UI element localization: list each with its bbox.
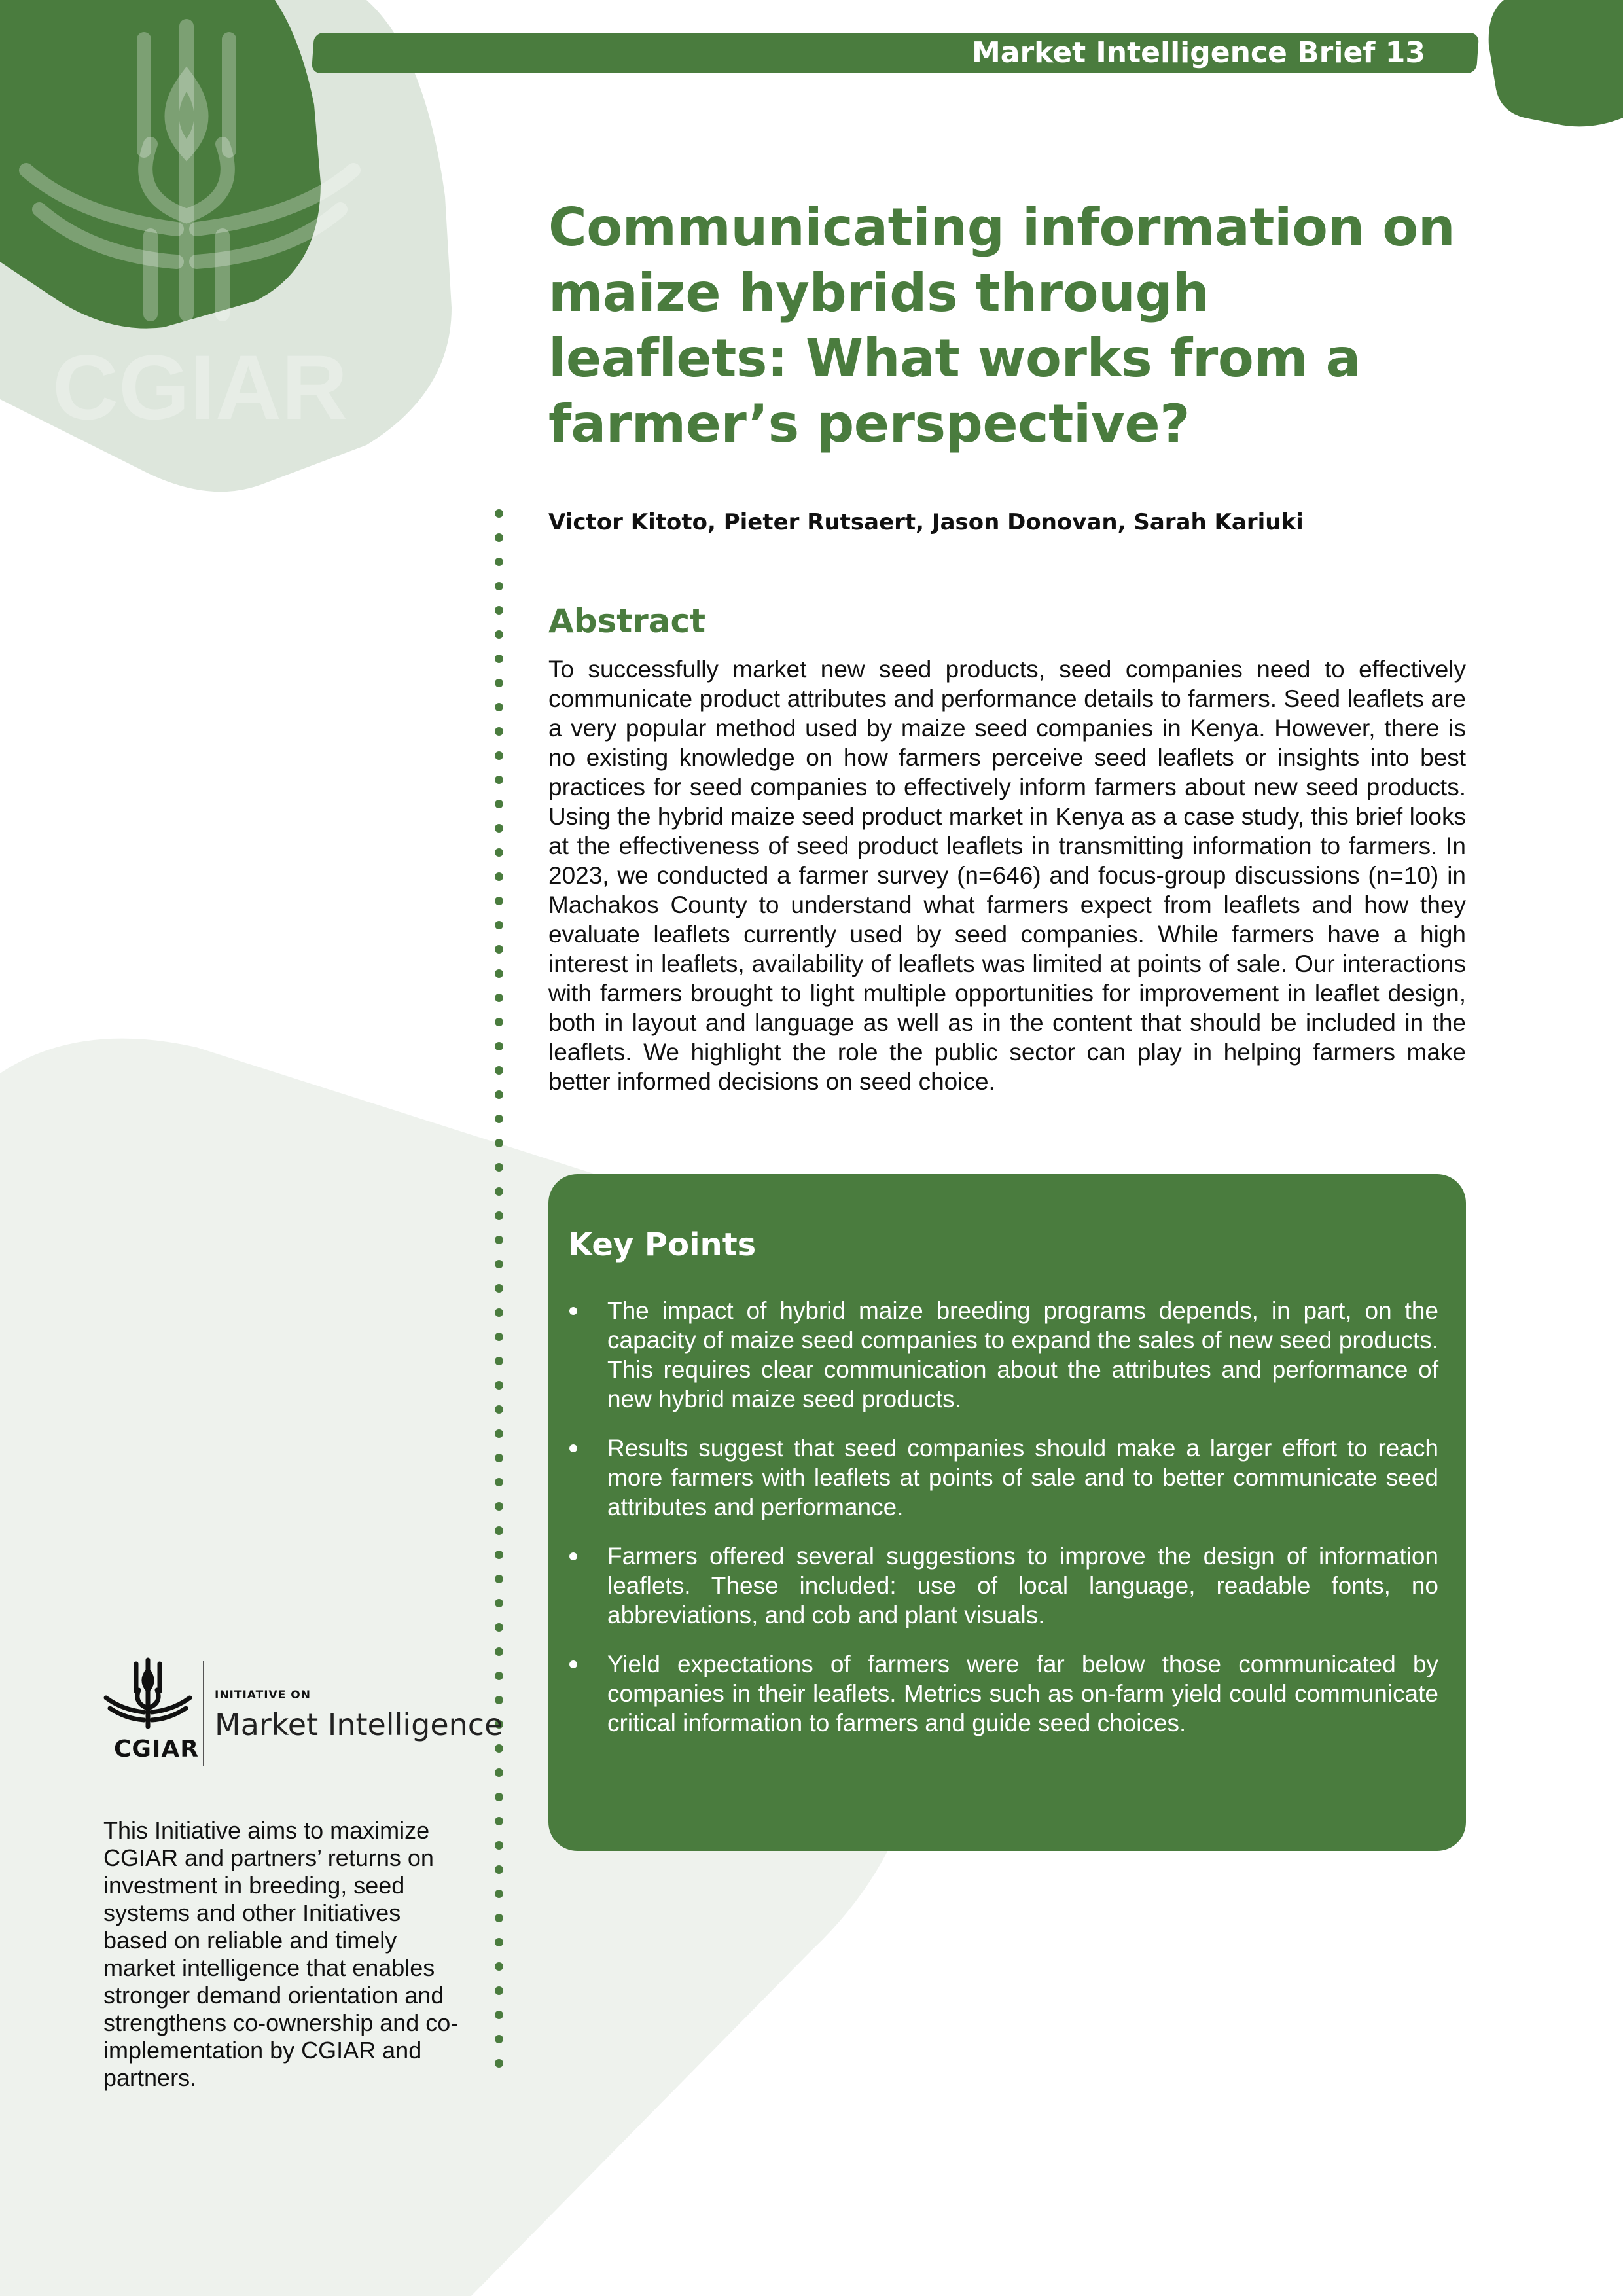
logo-divider — [203, 1661, 204, 1766]
divider-dot — [495, 2035, 503, 2043]
key-points-box — [548, 1174, 1466, 1851]
divider-dot — [495, 1381, 503, 1390]
divider-dot — [495, 1914, 503, 1922]
divider-dot — [495, 1575, 503, 1583]
divider-dot — [495, 1211, 503, 1220]
background-watermark: CGIAR — [52, 336, 348, 439]
divider-dot — [495, 1429, 503, 1438]
divider-dot — [495, 1478, 503, 1486]
bullet-icon — [569, 1307, 577, 1315]
divider-dot — [495, 872, 503, 881]
key-points-heading: Key Points — [568, 1227, 757, 1263]
divider-dot — [495, 1066, 503, 1075]
divider-dot — [495, 1236, 503, 1244]
divider-dot — [495, 1696, 503, 1704]
author-list: Victor Kitoto, Pieter Rutsaert, Jason Donovan, Sarah Kariuki — [548, 509, 1304, 535]
bullet-icon — [569, 1444, 577, 1452]
divider-dot — [495, 1623, 503, 1632]
abstract-heading: Abstract — [548, 602, 706, 640]
divider-dot — [495, 1793, 503, 1801]
divider-dot — [495, 509, 503, 518]
initiative-logo — [102, 1655, 503, 1770]
divider-dot — [495, 1768, 503, 1777]
divider-dot — [495, 655, 503, 663]
divider-dot — [495, 2011, 503, 2019]
divider-dot — [495, 921, 503, 929]
bullet-icon — [569, 1552, 577, 1560]
divider-dot — [495, 776, 503, 784]
divider-dot — [495, 1938, 503, 1946]
divider-dot — [495, 1526, 503, 1535]
key-point-item — [568, 1649, 1438, 1738]
divider-dot — [495, 969, 503, 978]
divider-dot — [495, 558, 503, 566]
divider-dot — [495, 994, 503, 1002]
key-point-text: The impact of hybrid maize breeding programs depends, in part, on the capacity of maize seed companies to expand the sales of new seed products. This requires clear communication about the attributes and performance of new hybrid maize seed products. — [607, 1297, 1438, 1412]
divider-dot — [495, 1308, 503, 1317]
divider-dot — [495, 582, 503, 590]
upper-green-shape — [0, 0, 321, 329]
divider-dot — [495, 1986, 503, 1995]
divider-dot — [495, 1333, 503, 1341]
key-point-text: Farmers offered several suggestions to improve the design of information leaflets. These included: use of local language, readable fonts, no abbreviations, and cob and plant visuals. — [607, 1543, 1438, 1628]
divider-dot — [495, 1599, 503, 1607]
divider-dot — [495, 679, 503, 687]
divider-dot — [495, 1115, 503, 1123]
key-point-item — [568, 1541, 1438, 1630]
bullet-icon — [569, 1660, 577, 1668]
divider-dot — [495, 1163, 503, 1172]
corner-green-shape — [1489, 0, 1623, 126]
divider-dot — [495, 1962, 503, 1971]
divider-dot — [495, 1865, 503, 1874]
divider-dot — [495, 751, 503, 760]
divider-dot — [495, 800, 503, 808]
initiative-description: This Initiative aims to maximize CGIAR and partners’ returns on investment in breeding, seed systems and other Initiatives based on reliable and timely market intelligence that enables stronger demand orientation and strengthens co-ownership and co-implementation by CGIAR and partners. — [103, 1817, 459, 2091]
divider-dot — [495, 1744, 503, 1753]
divider-dot — [495, 1187, 503, 1196]
divider-dot — [495, 897, 503, 905]
key-point-text: Yield expectations of farmers were far below those communicated by companies in their leaflets. Metrics such as on-farm yield could communicate critical information to farmers and guide seed choices. — [607, 1651, 1438, 1736]
cgiar-wheat-emblem-icon — [102, 1655, 194, 1746]
document-title: Communicating information on maize hybrids through leaflets: What works from a farmer’s perspective? — [548, 197, 1455, 454]
divider-dot — [495, 824, 503, 833]
divider-dot — [495, 1454, 503, 1462]
divider-dot — [495, 1018, 503, 1026]
divider-dot — [495, 945, 503, 954]
divider-dot — [495, 1502, 503, 1511]
divider-dot — [495, 703, 503, 711]
abstract-text: To successfully market new seed products, seed companies need to effectively communicate product attributes and performance details to farmers. Seed leaflets are a very popular method used by maize seed companies in Kenya. However, there is no existing knowledge on how farmers perceive seed leaflets or insights into best practices for seed companies to effectively inform farmers about new seed products. Using the hybrid maize seed product market in Kenya as a case study, this brief looks at the effectiveness of seed product leaflets in transmitting information to farmers. In 2023, we conducted a farmer survey (n=646) and focus-group discussions (n=10) in Machakos County to understand what farmers expect from leaflets and how they evaluate leaflets currently used by seed companies. While farmers have a high interest in leaflets, availability of leaflets was limited at points of sale. Our interactions with farmers brought to light multiple opportunities for improvement in leaflet design, both in layout and language as well as in the content that should be included in the leaflets. We highlight the role the public sector can play in helping farmers make better informed decisions on seed choice. — [548, 656, 1466, 1095]
divider-dot — [495, 1042, 503, 1050]
divider-dot — [495, 727, 503, 736]
divider-dot — [495, 1817, 503, 1825]
divider-dot — [495, 848, 503, 857]
divider-dot — [495, 1672, 503, 1680]
logo-kicker: INITIATIVE ON — [215, 1689, 311, 1702]
key-point-item — [568, 1433, 1438, 1522]
key-points-list — [568, 1296, 1438, 1757]
key-point-item — [568, 1296, 1438, 1414]
divider-dot — [495, 1260, 503, 1268]
logo-title: Market Intelligence — [215, 1707, 503, 1742]
divider-dot — [495, 1090, 503, 1099]
divider-dot — [495, 630, 503, 639]
divider-dot — [495, 1357, 503, 1365]
divider-dot — [495, 2059, 503, 2068]
divider-dot — [495, 1647, 503, 1656]
divider-dot — [495, 606, 503, 615]
divider-dot — [495, 1284, 503, 1293]
brief-label: Market Intelligence Brief 13 — [971, 36, 1425, 69]
dotted-divider — [495, 509, 504, 2080]
divider-dot — [495, 1841, 503, 1850]
divider-dot — [495, 1405, 503, 1414]
logo-wordmark: CGIAR — [114, 1736, 199, 1763]
divider-dot — [495, 1890, 503, 1898]
divider-dot — [495, 1551, 503, 1559]
divider-dot — [495, 533, 503, 542]
key-point-text: Results suggest that seed companies should make a larger effort to reach more farmers with leaflets at points of sale and to better communicate seed attributes and performance. — [607, 1435, 1438, 1520]
divider-dot — [495, 1139, 503, 1147]
